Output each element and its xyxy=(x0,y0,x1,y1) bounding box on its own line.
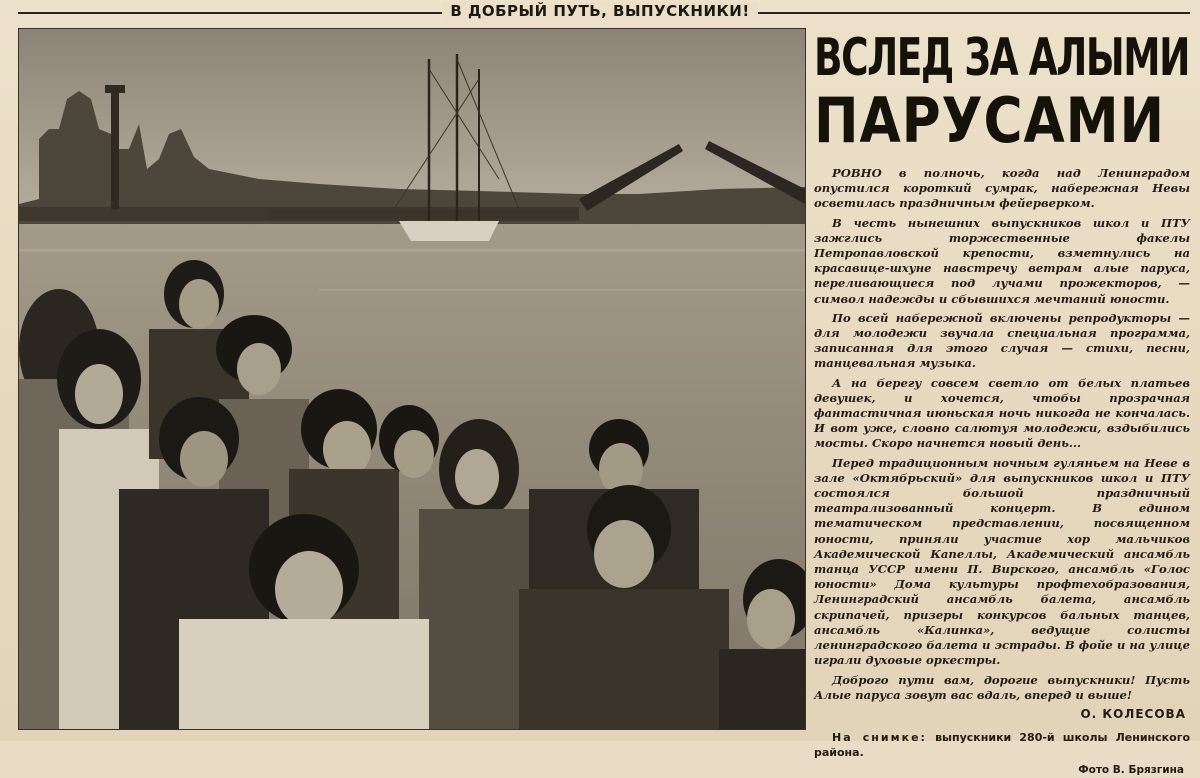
rubric-heading xyxy=(0,2,1200,20)
paragraph-3: По всей набережной включены репродукторы — для молодежи звучала специальная программа, записанная для этого случая — стихи, песни, танцевальная музыка. xyxy=(814,310,1190,371)
paragraph-2: В честь нынешних выпускников школ и ПТУ зажглись торжественные факелы Петропавловской крепости, взметнулись на красавице-шхуне навстречу ветрам алые паруса, переливающиеся под лучами прожекторов, — символ надежды и сбывшихся мечтаний юности. xyxy=(814,215,1190,306)
photograph xyxy=(18,28,806,730)
article-body xyxy=(814,166,1190,778)
paragraph-5: Перед традиционным ночным гуляньем на Неве в зале «Октябрьский» для выпускников школ и ПТУ состоялся большой праздничный театрализованный концерт. В едином тематическом представлении, посвященном юности, приняли участие хор мальчиков Академической Капеллы, Академический ансамбль танца УССР имени П. Вирского, ансамбль «Голос юности» Дома культуры профтехобразования, Ленинградский ансамбль балета, ансамбль скрипачей, призеры конкурсов бальных танцев, ансамбль «Калинка», ведущие солисты ленинградского балета и эстрады. В фойе и на улице играли духовые оркестры. xyxy=(814,455,1190,668)
photo-caption xyxy=(814,730,1190,760)
article-column xyxy=(814,28,1190,777)
photo-credit: Фото В. Брязгина xyxy=(1078,764,1184,777)
author-byline: О. КОЛЕСОВА xyxy=(1080,706,1186,721)
schooner-hull xyxy=(399,221,499,241)
paragraph-6: Доброго пути вам, дорогие выпускники! Пусть Алые паруса зовут вас вдаль, вперед и выше! xyxy=(814,672,1190,702)
paragraph-4: А на берегу совсем светло от белых платьев девушек, и хочется, чтобы прозрачная фантастичная июньская ночь никогда не кончалась. И вот уже, словно салютуя молодежи, вздыбились мосты. Скоро начнется новый день... xyxy=(814,375,1190,451)
caption-text: выпускники 280-й школы Ленинского района. xyxy=(814,731,1190,760)
rubric-text: В ДОБРЫЙ ПУТЬ, ВЫПУСКНИКИ! xyxy=(442,2,757,20)
photo-illustration xyxy=(19,29,805,729)
headline-line-2: ПАРУСАМИ xyxy=(814,84,1166,157)
caption-lead: На снимке: xyxy=(832,731,927,745)
rostral-column xyxy=(111,89,119,209)
headline-line-1: ВСЛЕД ЗА АЛЫМИ xyxy=(814,28,1189,88)
bridge xyxy=(269,209,579,219)
paragraph-1: РОВНО в полночь, когда над Ленинградом опустился короткий сумрак, набережная Невы осветилась праздничным фейерверком. xyxy=(814,166,1190,211)
